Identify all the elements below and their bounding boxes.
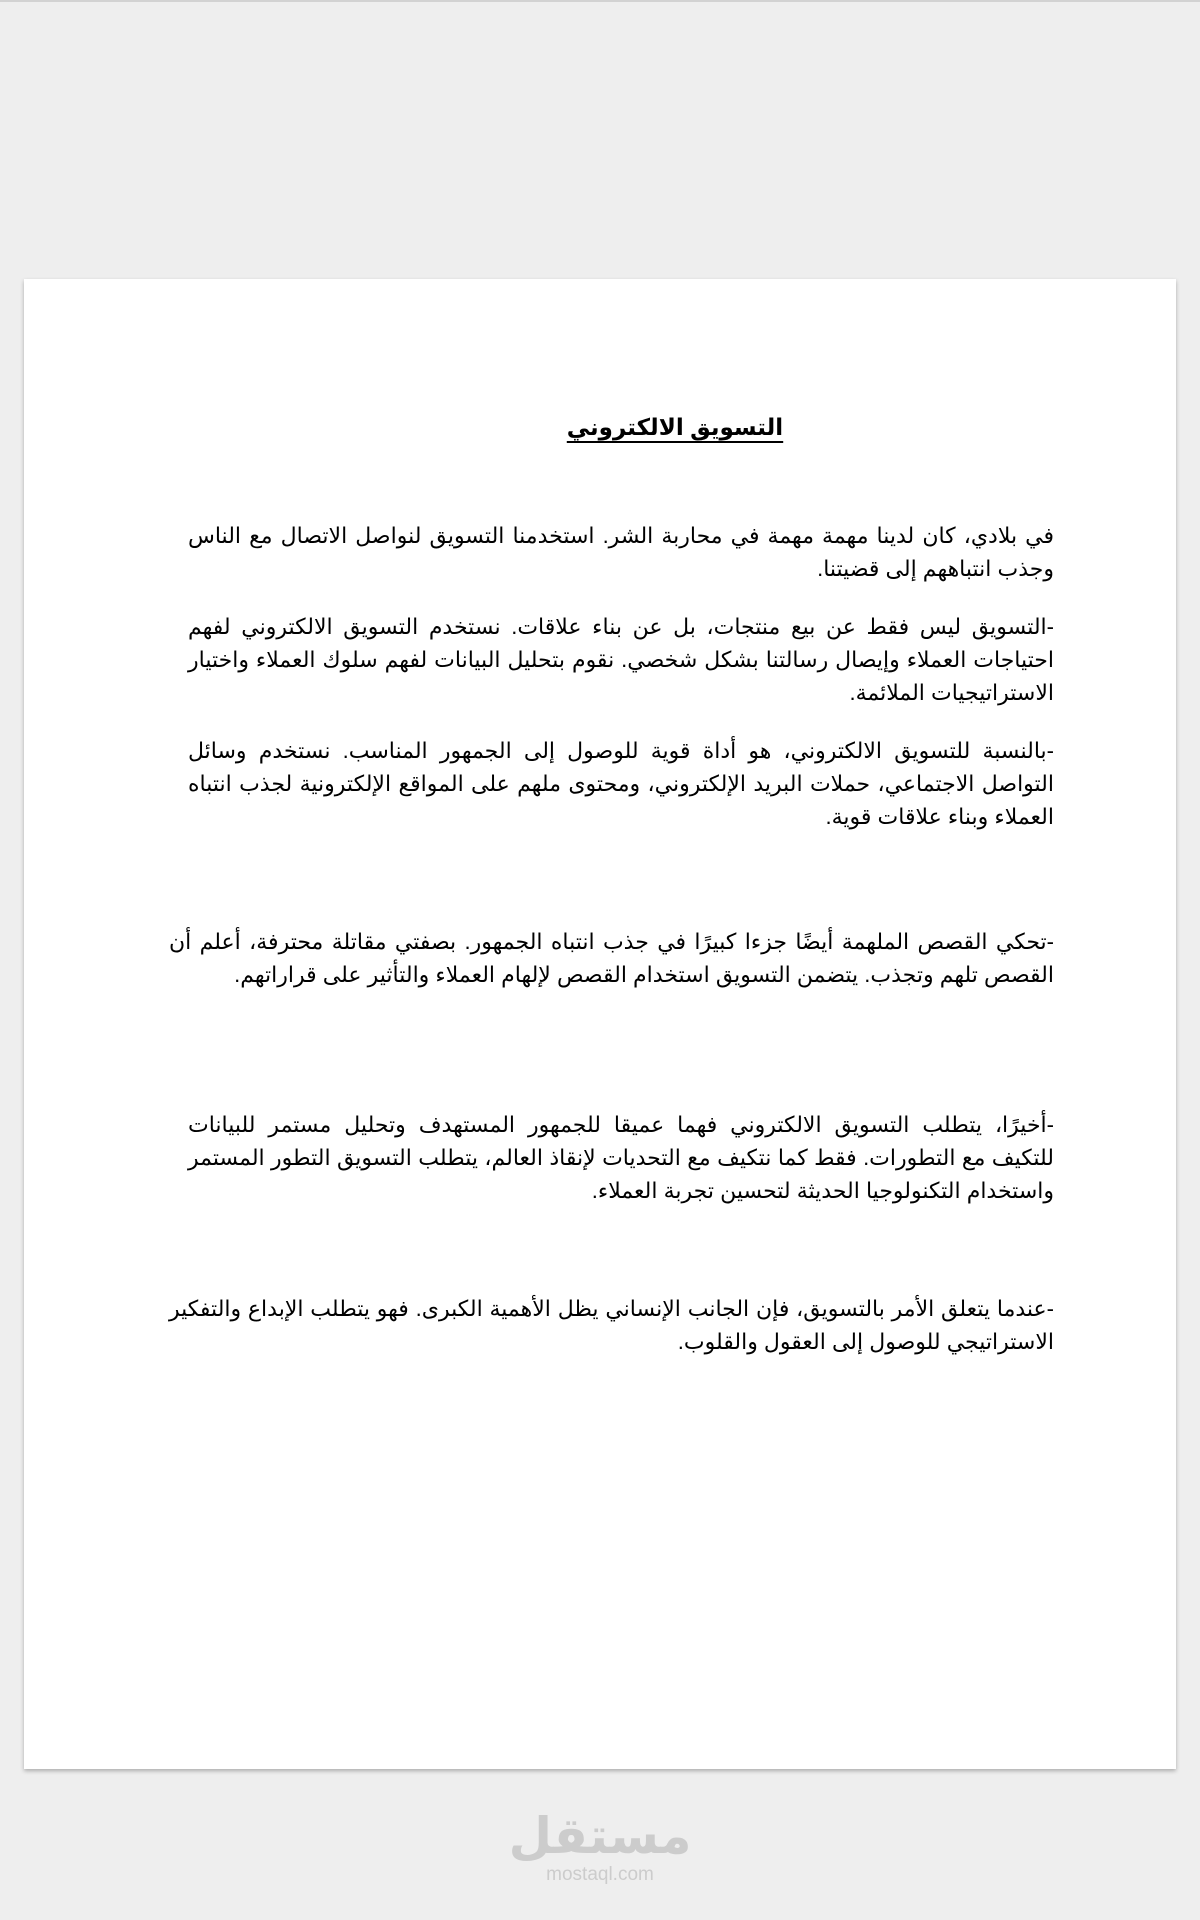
paragraph-storytelling: -تحكي القصص الملهمة أيضًا جزءا كبيرًا في جذب انتباه الجمهور. بصفتي مقاتلة محترفة، أعلم أن القصص تلهم وتجذب. يتضمن التسويق استخدام القصص لإلهام العملاء والتأثير على قراراتهم. [169, 929, 1054, 987]
mostaql-url: mostaql.com [546, 1864, 654, 1885]
paragraph-intro: في بلادي، كان لدينا مهمة مهمة في محاربة الشر. استخدمنا التسويق لنواصل الاتصال مع الناس وجذب انتباههم إلى قضيتنا. [188, 523, 1054, 581]
paragraph-human-side: -عندما يتعلق الأمر بالتسويق، فإن الجانب الإنساني يظل الأهمية الكبرى. فهو يتطلب الإبداع والتفكير الاستراتيجي للوصول إلى العقول والقلوب. [169, 1296, 1054, 1354]
paragraph-relationships: -التسويق ليس فقط عن بيع منتجات، بل عن بناء علاقات. نستخدم التسويق الالكتروني لفهم احتياجات العملاء وإيصال رسالتنا بشكل شخصي. نقوم بتحليل البيانات لفهم سلوك العملاء واختيار الاستراتيجيات الملائمة. [188, 614, 1054, 705]
paragraph-digital-tools: -بالنسبة للتسويق الالكتروني، هو أداة قوية للوصول إلى الجمهور المناسب. نستخدم وسائل التواصل الاجتماعي، حملات البريد الإلكتروني، ومحتوى ملهم على المواقع الإلكترونية لجذب انتباه العملاء وبناء علاقات قوية. [188, 738, 1055, 829]
paragraph-adaptation: -أخيرًا، يتطلب التسويق الالكتروني فهما عميقا للجمهور المستهدف وتحليل مستمر للبيانات للتكيف مع التطورات. فقط كما نتكيف مع التحديات لإنقاذ العالم، يتطلب التسويق التطور المستمر واستخدام التكنولوجيا الحديثة لتحسين تجربة العملاء. [188, 1112, 1054, 1203]
top-divider [0, 0, 1200, 2]
document-page [24, 279, 1176, 1769]
document-title: التسويق الالكتروني [566, 414, 784, 440]
mostaql-logo: مستقل [508, 1808, 692, 1864]
mostaql-watermark [0, 1808, 1200, 1886]
